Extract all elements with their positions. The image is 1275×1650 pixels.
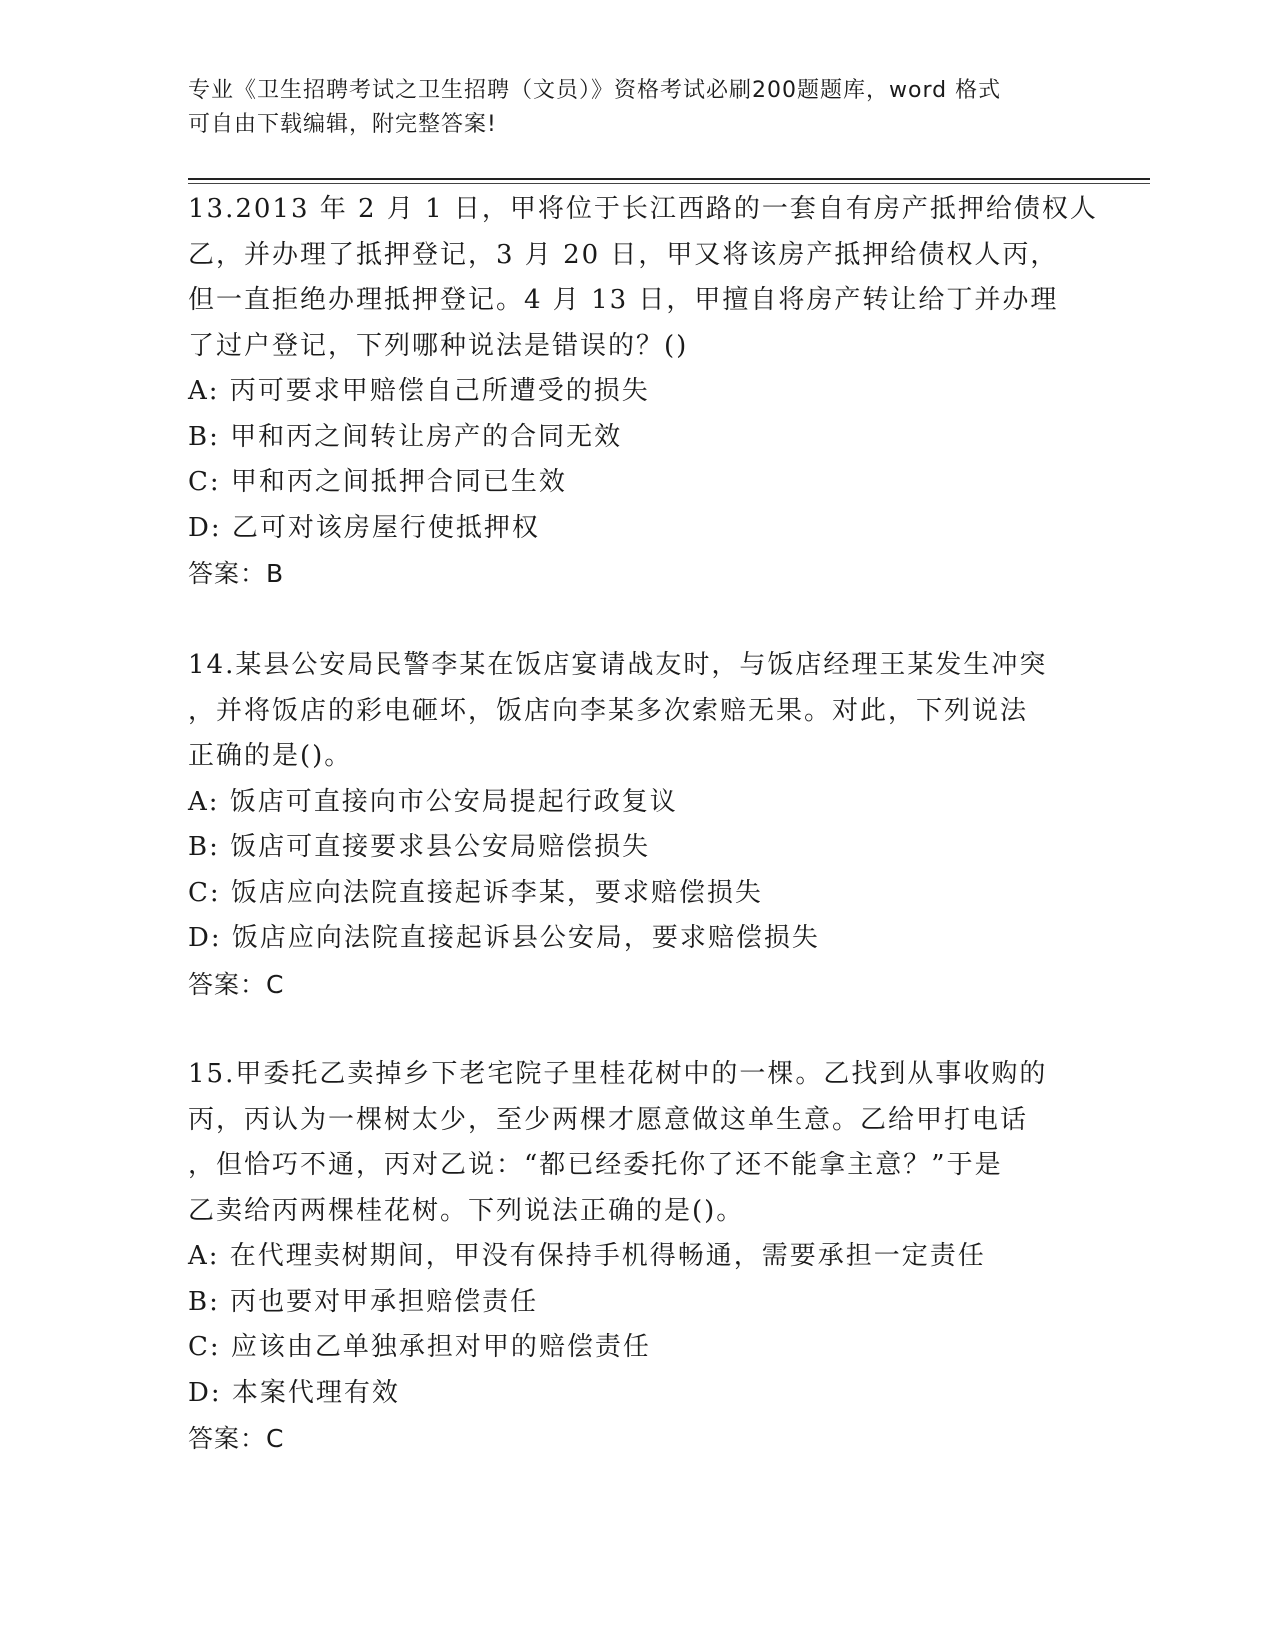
question-14 [188, 643, 1088, 1007]
option-b: B: 饭店可直接要求县公安局赔偿损失 [188, 832, 651, 862]
question-text-line: 乙，并办理了抵押登记，3 月 20 日，甲又将该房产抵押给债权人丙， [188, 239, 1059, 270]
question-text-line: 但一直拒绝办理抵押登记。4 月 13 日，甲擅自将房产转让给丁并办理 [188, 285, 1059, 315]
question-text-line: 乙卖给丙两棵桂花树。下列说法正确的是()。 [188, 1195, 745, 1226]
header-line: 可自由下载编辑，附完整答案! [188, 112, 497, 137]
option-a: A: 在代理卖树期间，甲没有保持手机得畅通，需要承担一定责任 [188, 1241, 986, 1271]
option-b: B: 丙也要对甲承担赔偿责任 [188, 1286, 539, 1317]
header-line: 专业《卫生招聘考试之卫生招聘（文员）》资格考试必刷200题题库，word 格式 [188, 78, 1002, 103]
answer-label: 答案：C [188, 1424, 285, 1453]
question-text-line: 正确的是()。 [188, 741, 353, 771]
option-b: B: 甲和丙之间转让房产的合同无效 [188, 421, 623, 452]
document-header [188, 74, 1088, 142]
question-text-line: 丙，丙认为一棵树太少，至少两棵才愿意做这单生意。乙给甲打电话 [188, 1104, 1029, 1135]
question-13 [188, 187, 1098, 597]
option-c: C: 甲和丙之间抵押合同已生效 [188, 467, 567, 497]
option-d: D: 乙可对该房屋行使抵押权 [188, 512, 540, 543]
question-15 [188, 1052, 1088, 1462]
option-a: A: 饭店可直接向市公安局提起行政复议 [188, 786, 678, 817]
header-divider [188, 178, 1150, 180]
question-text-line: 14.某县公安局民警李某在饭店宴请战友时，与饭店经理王某发生冲突 [188, 650, 1048, 680]
option-d: D: 饭店应向法院直接起诉县公安局，要求赔偿损失 [188, 923, 820, 953]
question-text-line: 13.2013 年 2 月 1 日，甲将位于长江西路的一套自有房产抵押给债权人 [188, 194, 1098, 224]
question-text-line: 了过户登记，下列哪种说法是错误的？() [188, 330, 689, 361]
question-text-line: 15.甲委托乙卖掉乡下老宅院子里桂花树中的一棵。乙找到从事收购的 [188, 1059, 1048, 1089]
option-c: C: 饭店应向法院直接起诉李某，要求赔偿损失 [188, 877, 763, 908]
header-divider-thin [188, 183, 1150, 184]
option-c: C: 应该由乙单独承担对甲的赔偿责任 [188, 1332, 651, 1362]
option-a: A: 丙可要求甲赔偿自己所遭受的损失 [188, 376, 650, 406]
question-text-line: ，并将饭店的彩电砸坏，饭店向李某多次索赔无果。对此，下列说法 [188, 695, 1029, 726]
option-d: D: 本案代理有效 [188, 1377, 400, 1408]
answer-label: 答案：C [188, 969, 285, 999]
answer-label: 答案：B [188, 559, 285, 588]
question-text-line: ，但恰巧不通，丙对乙说：“都已经委托你了还不能拿主意？”于是 [188, 1150, 1003, 1180]
